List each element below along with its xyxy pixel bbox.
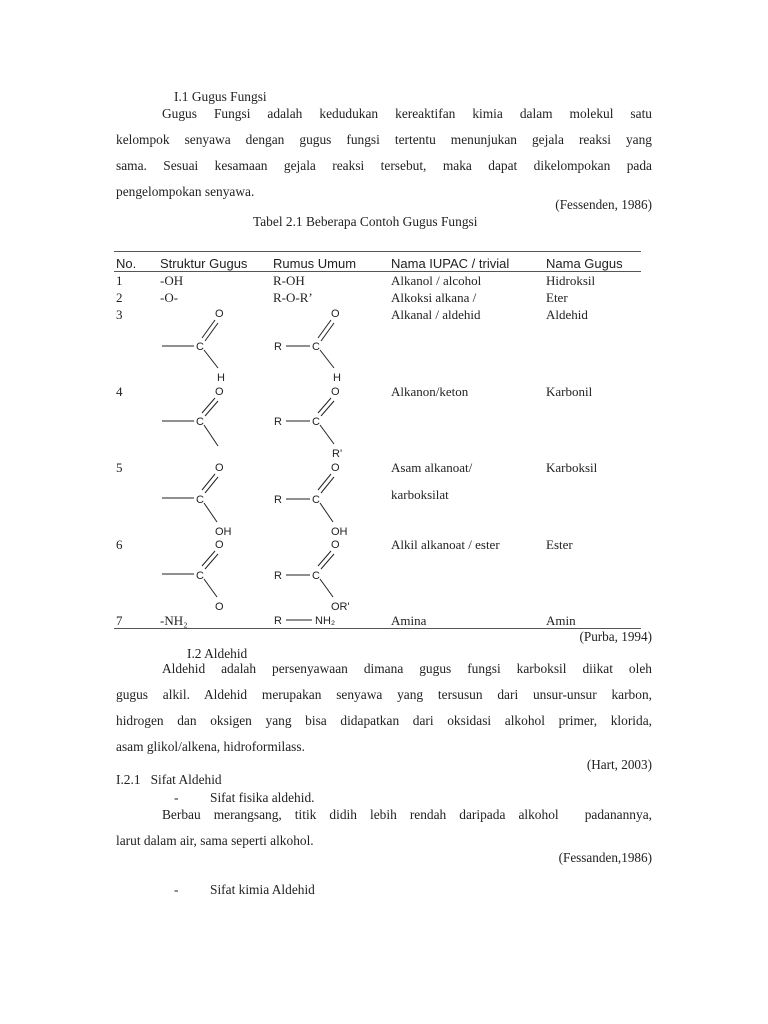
row-6-iupac: Alkil alkanoat / ester: [391, 537, 500, 552]
atom-label: C: [196, 341, 204, 353]
bond: [204, 579, 217, 597]
atom-label: O: [331, 386, 340, 398]
bond: [320, 350, 334, 368]
bond: [202, 474, 215, 490]
aldehyde-structure: [160, 306, 240, 384]
table-header-no: No.: [116, 256, 137, 271]
amine-general-structure: [274, 611, 364, 629]
atom-label: C: [196, 570, 204, 582]
citation: (Hart, 2003): [586, 757, 652, 772]
atom-label: O: [331, 308, 340, 320]
row-6-gugus: Ester: [546, 537, 573, 552]
table-header-rumus: Rumus Umum: [273, 256, 357, 271]
row-3-gugus: Aldehid: [546, 307, 588, 322]
paragraph-line: Berbau merangsang, titik didih lebih rendah daripada alkohol padanannya,: [162, 807, 652, 822]
paragraph-line: asam glikol/alkena, hidroformilass.: [116, 739, 305, 754]
atom-label: C: [196, 416, 204, 428]
row-3-iupac: Alkanal / aldehid: [391, 307, 481, 322]
atom-label: R: [274, 494, 282, 506]
row-5-iupac-cont: karboksilat: [391, 487, 449, 502]
bond: [321, 401, 334, 416]
row-1-rumus: R-OH: [273, 273, 305, 288]
atom-label: OH: [331, 526, 348, 538]
bond: [205, 401, 218, 416]
atom-label: OR': [331, 601, 350, 613]
row-5-gugus: Karboksil: [546, 460, 598, 475]
table-header-iupac: Nama IUPAC / trivial: [391, 256, 510, 271]
paragraph: [116, 802, 652, 854]
bond: [205, 554, 218, 569]
atom-label: R: [274, 341, 282, 353]
bond: [202, 398, 215, 413]
aldehyde-general-structure: [274, 306, 364, 384]
bond: [320, 579, 333, 597]
atom-label: C: [312, 570, 320, 582]
paragraph: [116, 656, 652, 760]
atom-label: R': [332, 448, 343, 460]
bond: [204, 350, 218, 368]
atom-label: O: [331, 462, 340, 474]
bullet-dash: -: [174, 790, 179, 805]
row-5-no: 5: [116, 460, 123, 475]
row-7-struktur: -NH₂: [160, 613, 188, 628]
row-2-rumus: R-O-R’: [273, 290, 313, 305]
bond: [202, 551, 215, 566]
atom-label: R: [274, 416, 282, 428]
paragraph-line: hidrogen dan oksigen yang bisa didapatkan dari oksidasi alkohol primer, klorida,: [116, 713, 652, 728]
atom-label: C: [312, 494, 320, 506]
row-4-no: 4: [116, 384, 123, 399]
ester-general-structure: [274, 537, 374, 613]
atom-label: OH: [215, 526, 232, 538]
bond: [204, 425, 218, 446]
bond: [205, 477, 218, 493]
atom-label: O: [215, 539, 224, 551]
atom-label: R: [274, 615, 282, 627]
atom-label: C: [312, 416, 320, 428]
row-2-gugus: Eter: [546, 290, 568, 305]
carboxylic-acid-general-structure: [274, 460, 364, 538]
row-2-iupac: Alkoksi alkana /: [391, 290, 477, 305]
table-caption: Tabel 2.1 Beberapa Contoh Gugus Fungsi: [253, 214, 478, 229]
bullet-text: Sifat fisika aldehid.: [210, 790, 315, 805]
bond: [320, 425, 334, 444]
bond: [320, 503, 333, 522]
citation: (Fessenden, 1986): [555, 197, 652, 212]
atom-label: O: [215, 601, 224, 613]
bullet-text: Sifat kimia Aldehid: [210, 882, 315, 897]
row-1-no: 1: [116, 273, 123, 288]
paragraph-line: Aldehid adalah persenyawaan dimana gugus fungsi karboksil diikat oleh: [162, 661, 652, 676]
ketone-structure: [160, 384, 240, 454]
bond: [318, 551, 331, 566]
row-7-iupac: Amina: [391, 613, 427, 628]
table-header-rule: [114, 271, 641, 272]
paragraph-line: kelompok senyawa dengan gugus fungsi tertentu menunjukan gejala reaksi yang: [116, 132, 652, 147]
paragraph-line: Gugus Fungsi adalah kedudukan kereaktifan kimia dalam molekul satu: [162, 106, 652, 121]
bond: [321, 477, 334, 493]
citation: (Purba, 1994): [579, 629, 652, 644]
atom-label: H: [333, 372, 341, 384]
row-7-no: 7: [116, 613, 123, 628]
row-1-iupac: Alkanol / alcohol: [391, 273, 482, 288]
table-top-rule: [114, 251, 641, 252]
atom-label: C: [196, 494, 204, 506]
bond: [318, 398, 331, 413]
bond: [318, 474, 331, 490]
atom-label: NH₂: [315, 615, 336, 627]
table-header-gugus: Nama Gugus: [546, 256, 623, 271]
atom-label: O: [215, 462, 224, 474]
section-heading: I.1 Gugus Fungsi: [174, 89, 267, 104]
row-2-no: 2: [116, 290, 123, 305]
table-bottom-rule: [114, 628, 641, 629]
row-5-iupac: Asam alkanoat/: [391, 460, 473, 475]
paragraph-line: sama. Sesuai kesamaan gejala reaksi tersebut, maka dapat dikelompokan pada: [116, 158, 652, 173]
atom-label: O: [215, 386, 224, 398]
paragraph-line: gugus alkil. Aldehid merupakan senyawa yang tersusun dari unsur-unsur karbon,: [116, 687, 652, 702]
paragraph-line: pengelompokan senyawa.: [116, 184, 255, 199]
row-4-iupac: Alkanon/keton: [391, 384, 469, 399]
row-3-no: 3: [116, 307, 123, 322]
row-2-struktur: -O-: [160, 290, 179, 305]
ketone-general-structure: [274, 384, 364, 460]
citation: (Fessanden,1986): [558, 850, 652, 865]
atom-label: O: [331, 539, 340, 551]
ester-structure: [160, 537, 250, 613]
subsection-heading: I.2.1 Sifat Aldehid: [116, 772, 222, 787]
row-7-gugus: Amin: [546, 613, 576, 628]
bond: [321, 554, 334, 569]
bullet-dash: -: [174, 882, 179, 897]
paragraph-line: larut dalam air, sama seperti alkohol.: [116, 833, 314, 848]
atom-label: O: [215, 308, 224, 320]
carboxyl-structure: [160, 460, 250, 538]
table-header-struktur: Struktur Gugus: [160, 256, 248, 271]
row-6-no: 6: [116, 537, 123, 552]
section-heading: I.2 Aldehid: [187, 646, 248, 661]
row-1-gugus: Hidroksil: [546, 273, 596, 288]
bond: [204, 503, 217, 522]
row-4-gugus: Karbonil: [546, 384, 593, 399]
atom-label: C: [312, 341, 320, 353]
atom-label: R: [274, 570, 282, 582]
paragraph: [116, 101, 652, 205]
atom-label: H: [217, 372, 225, 384]
row-1-struktur: -OH: [160, 273, 184, 288]
